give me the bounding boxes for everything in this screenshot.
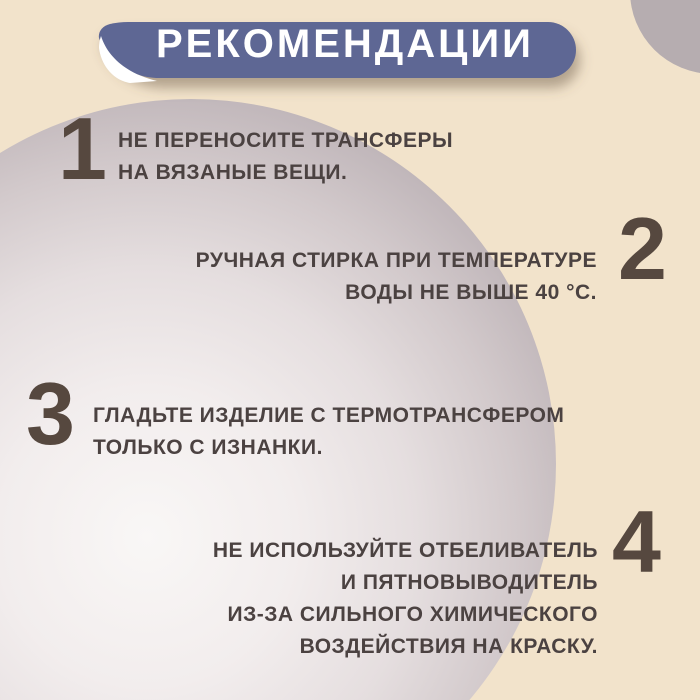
- item-number-4: 4: [612, 492, 661, 591]
- item-number-2: 2: [618, 199, 667, 298]
- text-line: НА ВЯЗАНЫЕ ВЕЩИ.: [118, 161, 348, 184]
- text-line: НЕ ИСПОЛЬЗУЙТЕ ОТБЕЛИВАТЕЛЬ: [212, 539, 598, 562]
- item-text-4: [213, 535, 598, 663]
- text-line: ВОЗДЕЙСТВИЯ НА КРАСКУ.: [299, 635, 598, 658]
- text-line: РУЧНАЯ СТИРКА ПРИ ТЕМПЕРАТУРЕ: [195, 249, 597, 272]
- text-line: ВОДЫ НЕ ВЫШЕ 40 °С.: [345, 281, 597, 304]
- item-number-3: 3: [26, 364, 75, 463]
- page-title: РЕКОМЕНДАЦИИ: [156, 22, 534, 66]
- text-line: ИЗ-ЗА СИЛЬНОГО ХИМИЧЕСКОГО: [227, 603, 598, 626]
- item-text-2: [196, 245, 597, 309]
- item-number-1: 1: [58, 99, 107, 198]
- text-line: ТОЛЬКО С ИЗНАНКИ.: [93, 436, 323, 459]
- text-line: И ПЯТНОВЫВОДИТЕЛЬ: [340, 571, 598, 594]
- text-line: НЕ ПЕРЕНОСИТЕ ТРАНСФЕРЫ: [118, 129, 454, 152]
- item-text-3: [93, 400, 564, 464]
- item-text-1: [118, 125, 453, 189]
- text-line: ГЛАДЬТЕ ИЗДЕЛИЕ С ТЕРМОТРАНСФЕРОМ: [93, 404, 565, 427]
